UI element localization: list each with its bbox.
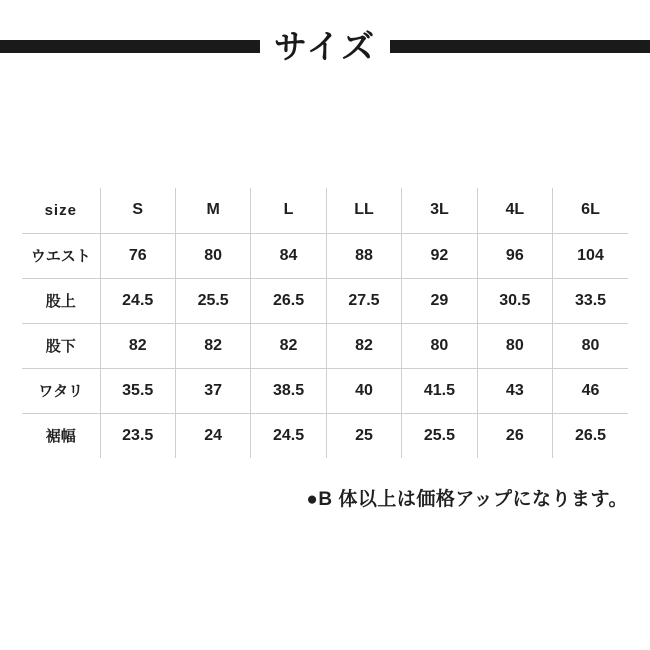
cell-inseam-3l: 80 bbox=[402, 323, 477, 368]
table-row bbox=[22, 278, 628, 323]
header-banner bbox=[0, 24, 650, 68]
column-header-4l: 4L bbox=[477, 188, 552, 233]
column-header-ll: LL bbox=[326, 188, 401, 233]
cell-waist-s: 76 bbox=[100, 233, 175, 278]
table-header-row bbox=[22, 188, 628, 233]
cell-hem-3l: 25.5 bbox=[402, 413, 477, 458]
column-header-3l: 3L bbox=[402, 188, 477, 233]
cell-waist-4l: 96 bbox=[477, 233, 552, 278]
cell-rise-ll: 27.5 bbox=[326, 278, 401, 323]
cell-rise-s: 24.5 bbox=[100, 278, 175, 323]
row-label-inseam: 股下 bbox=[22, 323, 100, 368]
cell-thigh-4l: 43 bbox=[477, 368, 552, 413]
header-rule-right bbox=[390, 40, 650, 53]
column-header-m: M bbox=[175, 188, 250, 233]
cell-inseam-6l: 80 bbox=[553, 323, 628, 368]
table-row bbox=[22, 233, 628, 278]
row-label-hem: 裾幅 bbox=[22, 413, 100, 458]
header-rule-left bbox=[0, 40, 260, 53]
cell-rise-4l: 30.5 bbox=[477, 278, 552, 323]
cell-inseam-s: 82 bbox=[100, 323, 175, 368]
cell-hem-l: 24.5 bbox=[251, 413, 326, 458]
cell-thigh-m: 37 bbox=[175, 368, 250, 413]
cell-rise-6l: 33.5 bbox=[553, 278, 628, 323]
size-table-head bbox=[22, 188, 628, 233]
size-table-body bbox=[22, 233, 628, 458]
cell-rise-l: 26.5 bbox=[251, 278, 326, 323]
cell-waist-m: 80 bbox=[175, 233, 250, 278]
cell-thigh-s: 35.5 bbox=[100, 368, 175, 413]
cell-waist-6l: 104 bbox=[553, 233, 628, 278]
column-header-s: S bbox=[100, 188, 175, 233]
column-header-6l: 6L bbox=[553, 188, 628, 233]
table-row bbox=[22, 323, 628, 368]
cell-thigh-ll: 40 bbox=[326, 368, 401, 413]
cell-waist-l: 84 bbox=[251, 233, 326, 278]
page-title: サイズ bbox=[273, 27, 377, 65]
cell-hem-s: 23.5 bbox=[100, 413, 175, 458]
cell-waist-ll: 88 bbox=[326, 233, 401, 278]
cell-waist-3l: 92 bbox=[402, 233, 477, 278]
cell-rise-3l: 29 bbox=[402, 278, 477, 323]
table-row bbox=[22, 413, 628, 458]
size-table bbox=[22, 188, 628, 458]
cell-hem-ll: 25 bbox=[326, 413, 401, 458]
row-label-thigh: ワタリ bbox=[22, 368, 100, 413]
table-row bbox=[22, 368, 628, 413]
price-note: ●B 体以上は価格アップになります。 bbox=[306, 489, 628, 510]
cell-thigh-l: 38.5 bbox=[251, 368, 326, 413]
cell-thigh-3l: 41.5 bbox=[402, 368, 477, 413]
cell-inseam-m: 82 bbox=[175, 323, 250, 368]
size-table-wrapper bbox=[22, 188, 628, 458]
cell-hem-m: 24 bbox=[175, 413, 250, 458]
cell-inseam-ll: 82 bbox=[326, 323, 401, 368]
cell-rise-m: 25.5 bbox=[175, 278, 250, 323]
row-label-rise: 股上 bbox=[22, 278, 100, 323]
cell-hem-4l: 26 bbox=[477, 413, 552, 458]
column-header-l: L bbox=[251, 188, 326, 233]
cell-thigh-6l: 46 bbox=[553, 368, 628, 413]
row-label-waist: ウエスト bbox=[22, 233, 100, 278]
table-corner-label: size bbox=[22, 188, 100, 233]
cell-hem-6l: 26.5 bbox=[553, 413, 628, 458]
cell-inseam-l: 82 bbox=[251, 323, 326, 368]
cell-inseam-4l: 80 bbox=[477, 323, 552, 368]
